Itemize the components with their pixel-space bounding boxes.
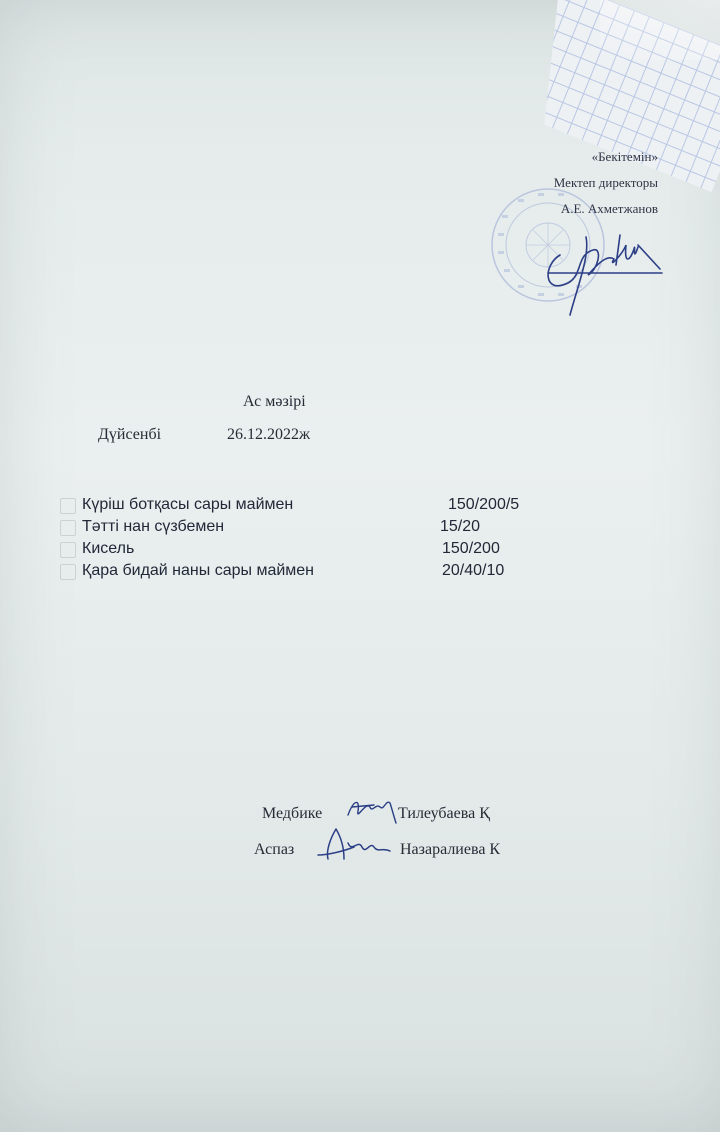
nurse-signature — [344, 793, 400, 827]
row-marker — [60, 542, 76, 558]
approval-heading: «Бекітемін» — [591, 149, 658, 164]
dish-portion: 15/20 — [440, 518, 481, 535]
row-marker — [60, 564, 76, 580]
day-date-line — [98, 426, 310, 444]
dish-portion: 150/200/5 — [448, 496, 520, 513]
menu-list — [82, 494, 542, 582]
director-title: Мектеп директоры — [553, 175, 658, 190]
nurse-role: Медбике — [262, 805, 323, 822]
menu-title: Ас мәзірі — [243, 393, 306, 410]
approval-block — [554, 144, 658, 222]
list-item — [82, 538, 542, 560]
director-name: А.Е. Ахметжанов — [560, 201, 658, 216]
row-marker — [60, 520, 76, 536]
dish-name: Кисель — [82, 540, 135, 557]
cook-name: Назаралиева К — [400, 841, 501, 858]
dish-name: Қара бидай наны сары маймен — [82, 562, 315, 579]
cook-role: Аспаз — [254, 841, 295, 858]
nurse-name: Тилеубаева Қ — [398, 805, 490, 822]
dish-portion: 20/40/10 — [442, 562, 505, 579]
director-signature — [538, 225, 668, 320]
list-item — [82, 516, 542, 538]
paper-fold — [600, 0, 720, 60]
list-item — [82, 494, 542, 516]
cook-signature — [314, 825, 394, 865]
weekday: Дүйсенбі — [98, 426, 162, 443]
dish-name: Күріш ботқасы сары маймен — [82, 496, 294, 513]
dish-portion: 150/200 — [442, 540, 500, 557]
list-item — [82, 560, 542, 582]
menu-date: 26.12.2022ж — [227, 426, 311, 443]
dish-name: Тәтті нан сүзбемен — [82, 518, 225, 535]
row-marker — [60, 498, 76, 514]
